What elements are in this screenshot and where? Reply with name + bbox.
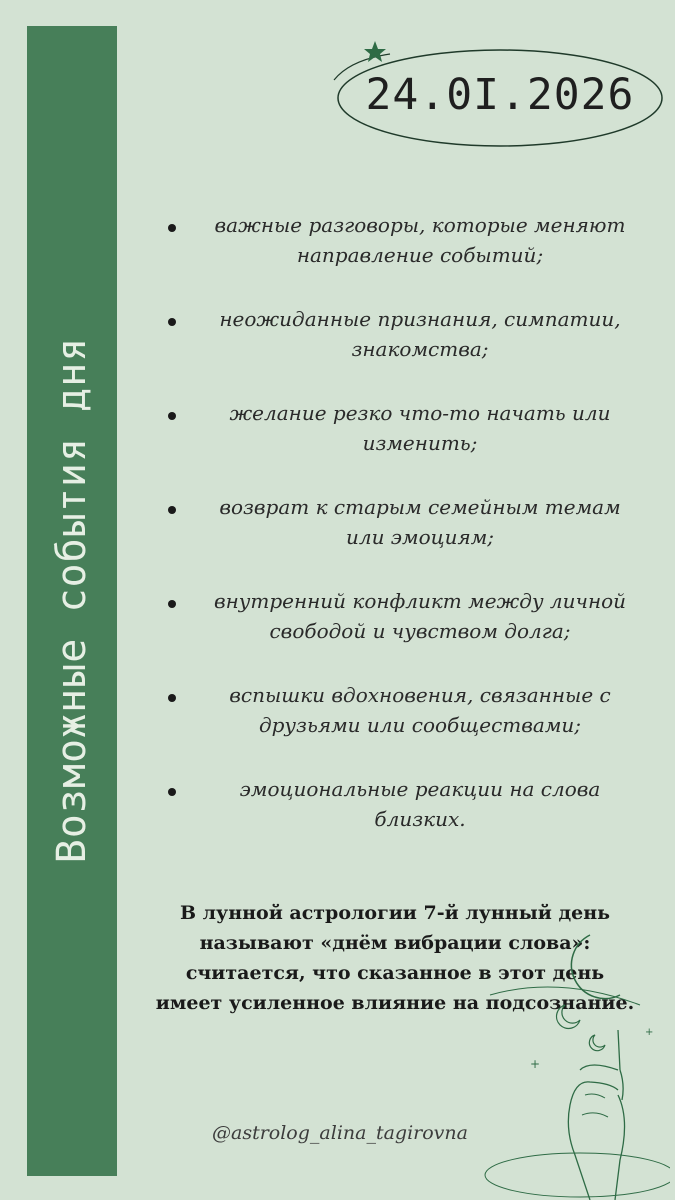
- events-list: [150, 210, 640, 868]
- bullet-icon: [168, 506, 176, 514]
- event-text: эмоциональные реакции на слова близких.: [239, 777, 601, 831]
- sidebar-title: Возможные события дня: [49, 336, 95, 864]
- bullet-icon: [168, 788, 176, 796]
- bullet-icon: [168, 694, 176, 702]
- event-text: важные разговоры, которые меняют направление событий;: [214, 213, 626, 267]
- svg-text:+: +: [645, 1027, 654, 1038]
- event-text: желание резко что-то начать или изменить;: [229, 401, 611, 455]
- list-item: [150, 304, 640, 398]
- event-text: внутренний конфликт между личной свободой и чувством долга;: [213, 589, 627, 643]
- event-text: возврат к старым семейным темам или эмоциям;: [219, 495, 621, 549]
- svg-text:+: +: [530, 1057, 541, 1071]
- date-badge: [330, 40, 670, 160]
- author-handle: @astrolog_alina_tagirovna: [212, 1122, 468, 1144]
- list-item: [150, 210, 640, 304]
- date-text: 24.0I.2026: [365, 70, 635, 120]
- bullet-icon: [168, 224, 176, 232]
- bullet-icon: [168, 412, 176, 420]
- list-item: [150, 586, 640, 680]
- list-item: [150, 774, 640, 868]
- event-text: вспышки вдохновения, связанные с друзьями или сообществами;: [229, 683, 611, 737]
- list-item: [150, 492, 640, 586]
- event-text: неожиданные признания, симпатии, знакомства;: [219, 307, 621, 361]
- list-item: [150, 680, 640, 774]
- hand-illustration: [470, 920, 670, 1200]
- list-item: [150, 398, 640, 492]
- lunar-note: В лунной астрологии 7-й лунный день называют «днём вибрации слова»: считается, что сказанное в этот день имеет усиленное влияние на подсознание.: [155, 902, 635, 1014]
- bullet-icon: [168, 318, 176, 326]
- bullet-icon: [168, 600, 176, 608]
